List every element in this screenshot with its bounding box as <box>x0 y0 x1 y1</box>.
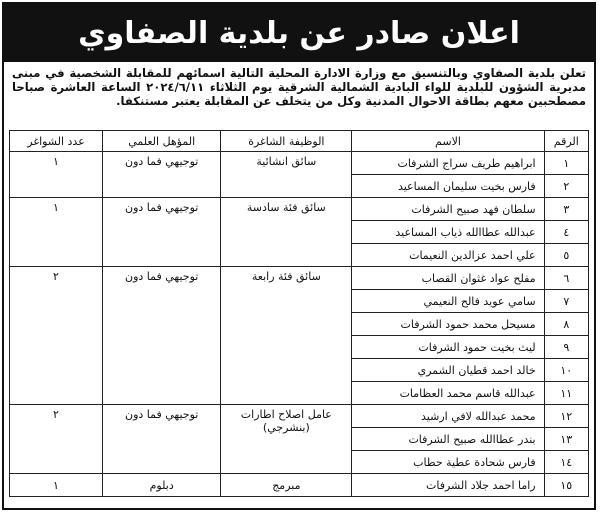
table-row <box>10 198 589 221</box>
candidate-name: عبدالله عطاالله ذياب المساعيد <box>352 221 544 244</box>
qualification: توجيهي فما دون <box>103 267 221 405</box>
table-row <box>10 474 589 497</box>
announcement-intro: تعلن بلدية الصفاوي وبالتنسيق مع وزارة الادارة المحلية التالية اسمائهم للمقابلة الشخصية في مبنى مديرية الشؤون للبلدية للواء البادية الشمالية الشرقية يوم الثلاثاء ٢٠٢٤/٦/١١ الساعة العاشرة صباحا مصطحبين معهم بطاقة الاحوال المدنية وكل من يتخلف عن المقابلة يعتبر مستنكفا. <box>12 66 586 108</box>
vacant-job: سائق فئة سادسة <box>221 198 352 267</box>
row-number: ١٥ <box>544 474 588 497</box>
qualification: توجيهي فما دون <box>103 152 221 198</box>
vacant-job: عامل اصلاح اطارات (بنشرجي) <box>221 405 352 474</box>
candidate-name: ابراهيم طريف سراج الشرفات <box>352 152 544 175</box>
vacancy-count: ٢ <box>10 405 103 474</box>
candidate-name: فارس بخيت سليمان المساعيد <box>352 175 544 198</box>
vacancy-count: ١ <box>10 152 103 198</box>
row-number: ٦ <box>544 267 588 290</box>
header-num: الرقم <box>544 131 588 152</box>
header-name: الاسم <box>352 131 544 152</box>
candidate-name: راما احمد جلاد الشرفات <box>352 474 544 497</box>
row-number: ٣ <box>544 198 588 221</box>
candidate-name: محمد عبدالله لافي ارشيد <box>352 405 544 428</box>
row-number: ٩ <box>544 336 588 359</box>
row-number: ٧ <box>544 290 588 313</box>
row-number: ١ <box>544 152 588 175</box>
vacant-job: سائق فئة رابعة <box>221 267 352 405</box>
qualification: توجيهي فما دون <box>103 405 221 474</box>
table-row <box>10 152 589 175</box>
announcement-title: اعلان صادر عن بلدية الصفاوي <box>4 4 594 62</box>
row-number: ١٣ <box>544 428 588 451</box>
qualification: توجيهي فما دون <box>103 198 221 267</box>
candidate-name: ليث بخيت حمود الشرفات <box>352 336 544 359</box>
candidates-table <box>9 130 589 497</box>
table-body <box>10 152 589 497</box>
row-number: ١٠ <box>544 359 588 382</box>
row-number: ٥ <box>544 244 588 267</box>
row-number: ٢ <box>544 175 588 198</box>
row-number: ١٢ <box>544 405 588 428</box>
vacancy-count: ١ <box>10 198 103 267</box>
candidate-name: مسيحل محمد حمود الشرفات <box>352 313 544 336</box>
vacancy-count: ١ <box>10 474 103 497</box>
qualification: دبلوم <box>103 474 221 497</box>
table-header-row <box>10 131 589 152</box>
row-number: ٨ <box>544 313 588 336</box>
vacant-job: مبرمج <box>221 474 352 497</box>
candidate-name: مفلح عواد غثوان القصاب <box>352 267 544 290</box>
header-qualification: المؤهل العلمي <box>103 131 221 152</box>
vacant-job: سائق انشائية <box>221 152 352 198</box>
candidate-name: خالد احمد قطيان الشمري <box>352 359 544 382</box>
row-number: ٤ <box>544 221 588 244</box>
candidate-name: سامي عويد فالح النعيمي <box>352 290 544 313</box>
table-row <box>10 405 589 428</box>
row-number: ١٤ <box>544 451 588 474</box>
candidate-name: علي احمد عزالدين النعيمات <box>352 244 544 267</box>
candidate-name: عبدالله قاسم محمد العظامات <box>352 382 544 405</box>
header-vacancies: عدد الشواغر <box>10 131 103 152</box>
header-job: الوظيفة الشاغرة <box>221 131 352 152</box>
announcement-frame <box>2 2 596 510</box>
candidate-name: سلطان فهد صبيح الشرفات <box>352 198 544 221</box>
candidate-name: بندر عطاالله صبيح الشرفات <box>352 428 544 451</box>
row-number: ١١ <box>544 382 588 405</box>
table-row <box>10 267 589 290</box>
vacancy-count: ٢ <box>10 267 103 405</box>
candidate-name: فارس شحادة عطية حطاب <box>352 451 544 474</box>
